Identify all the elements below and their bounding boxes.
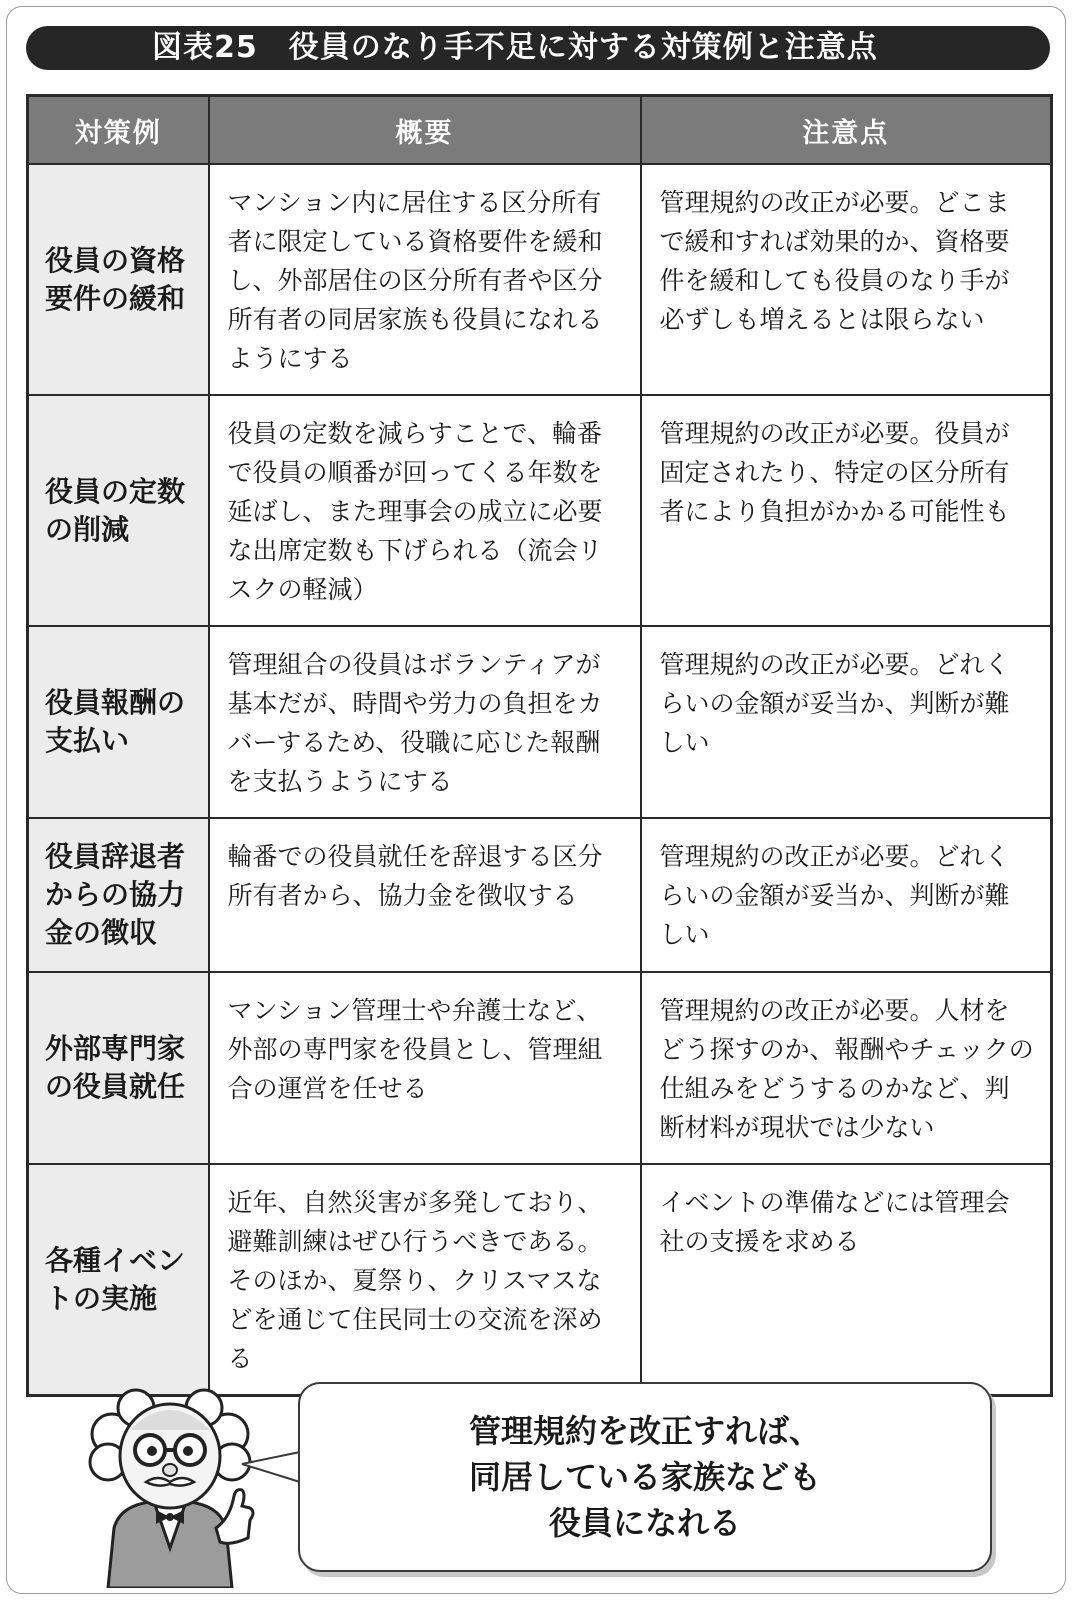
caution-cell: 管理規約の改正が必要。人材をどう探すのか、報酬やチェックの仕組みをどうするのかなど、判断材料が現状では少ない (641, 972, 1052, 1164)
header-measure: 対策例 (28, 96, 209, 165)
summary-cell: 役員の定数を減らすことで、輪番で役員の順番が回ってくる年数を延ばし、また理事会の成立に必要な出席定数も下げられる（流会リスクの軽減） (209, 395, 641, 626)
caution-cell: イベントの準備などには管理会社の支援を求める (641, 1164, 1052, 1396)
summary-cell: 近年、自然災害が多発しており、避難訓練はぜひ行うべきである。そのほか、夏祭り、クリスマスなどを通じて住民同士の交流を深める (209, 1164, 641, 1396)
caution-cell: 管理規約の改正が必要。役員が固定されたり、特定の区分所有者により負担がかかる可能性も (641, 395, 1052, 626)
table-row (28, 818, 1052, 972)
measure-cell: 外部専門家の役員就任 (28, 972, 209, 1164)
summary-cell: 輪番での役員就任を辞退する区分所有者から、協力金を徴収する (209, 818, 641, 972)
measure-cell: 役員の定数の削減 (28, 395, 209, 626)
table-row (28, 1164, 1052, 1396)
measure-cell: 各種イベントの実施 (28, 1164, 209, 1396)
speech-bubble (298, 1382, 992, 1572)
table-row (28, 972, 1052, 1164)
measure-cell: 役員辞退者からの協力金の徴収 (28, 818, 209, 972)
measure-cell: 役員報酬の支払い (28, 626, 209, 818)
header-caution: 注意点 (641, 96, 1052, 165)
table-header-row (28, 96, 1052, 165)
figure-title: 図表25 役員のなり手不足に対する対策例と注意点 (26, 26, 1050, 70)
summary-cell: マンション管理士や弁護士など、外部の専門家を役員とし、管理組合の運営を任せる (209, 972, 641, 1164)
table-row (28, 626, 1052, 818)
caution-cell: 管理規約の改正が必要。どこまで緩和すれば効果的か、資格要件を緩和しても役員のなり手が必ずしも増えるとは限らない (641, 164, 1052, 395)
speech-bubble-tail (240, 1440, 302, 1500)
header-summary: 概要 (209, 96, 641, 165)
callout-text: 管理規約を改正すれば、 同居している家族なども 役員になれる (468, 1412, 821, 1542)
measures-table (26, 94, 1053, 1397)
professor-character-illustration (80, 1378, 260, 1588)
summary-cell: 管理組合の役員はボランティアが基本だが、時間や労力の負担をカバーするため、役職に応じた報酬を支払うようにする (209, 626, 641, 818)
table-row (28, 395, 1052, 626)
caution-cell: 管理規約の改正が必要。どれくらいの金額が妥当か、判断が難しい (641, 818, 1052, 972)
summary-cell: マンション内に居住する区分所有者に限定している資格要件を緩和し、外部居住の区分所有者や区分所有者の同居家族も役員になれるようにする (209, 164, 641, 395)
caution-cell: 管理規約の改正が必要。どれくらいの金額が妥当か、判断が難しい (641, 626, 1052, 818)
table-row (28, 164, 1052, 395)
measure-cell: 役員の資格要件の緩和 (28, 164, 209, 395)
